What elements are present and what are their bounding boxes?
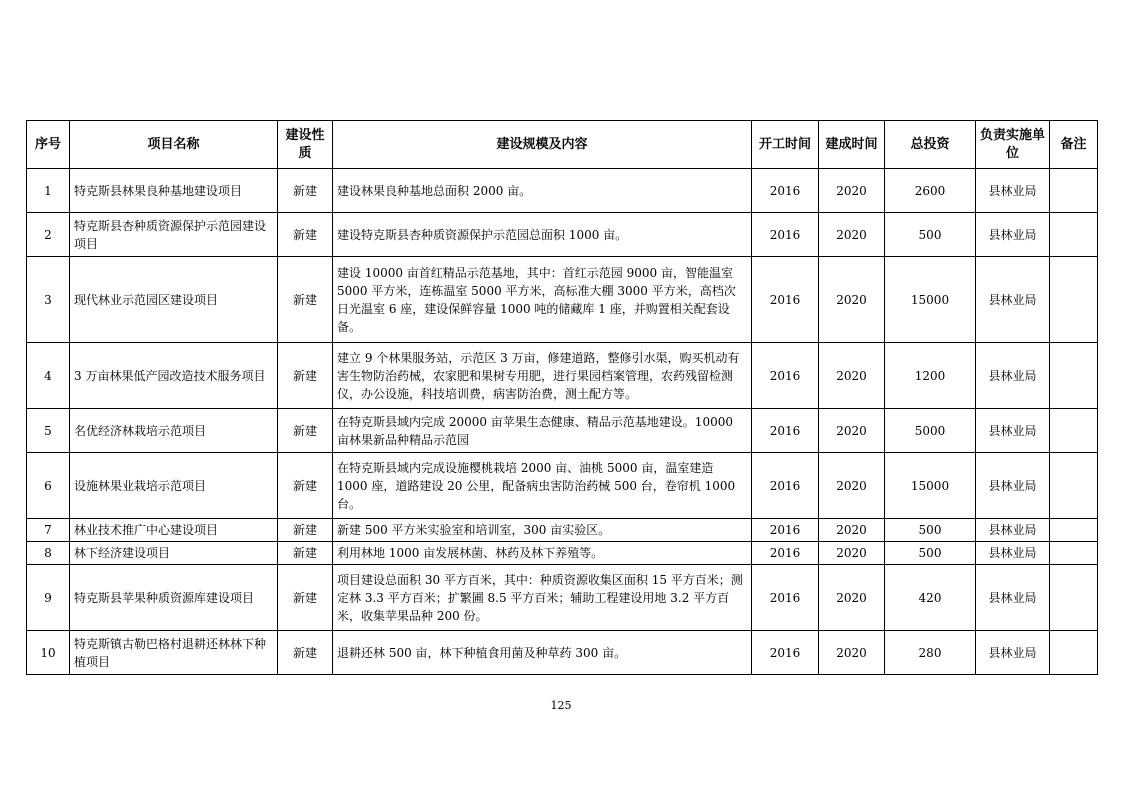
- table-row: [27, 213, 1098, 257]
- cell-seq: 4: [27, 343, 70, 409]
- cell-content: 在特克斯县域内完成设施樱桃栽培 2000 亩、油桃 5000 亩，温室建造 1000 座，道路建设 20 公里，配备病虫害防治药械 500 台，卷帘机 1000 台。: [333, 453, 752, 519]
- cell-nature: 新建: [278, 169, 333, 213]
- cell-name: 特克斯县苹果种质资源库建设项目: [70, 565, 278, 631]
- cell-name: 设施林果业栽培示范项目: [70, 453, 278, 519]
- cell-investment: 5000: [885, 409, 976, 453]
- cell-finish: 2020: [819, 343, 885, 409]
- cell-name: 名优经济林栽培示范项目: [70, 409, 278, 453]
- header-start: 开工时间: [752, 121, 819, 169]
- table-row: [27, 257, 1098, 343]
- cell-note: [1050, 542, 1098, 565]
- table-row: [27, 343, 1098, 409]
- cell-finish: 2020: [819, 213, 885, 257]
- table-row: [27, 169, 1098, 213]
- cell-nature: 新建: [278, 409, 333, 453]
- cell-name: 特克斯县杏种质资源保护示范园建设项目: [70, 213, 278, 257]
- cell-investment: 1200: [885, 343, 976, 409]
- header-unit: 负责实施单位: [976, 121, 1050, 169]
- cell-investment: 500: [885, 519, 976, 542]
- cell-investment: 15000: [885, 453, 976, 519]
- cell-name: 现代林业示范园区建设项目: [70, 257, 278, 343]
- cell-start: 2016: [752, 631, 819, 675]
- cell-nature: 新建: [278, 343, 333, 409]
- cell-nature: 新建: [278, 565, 333, 631]
- cell-content: 在特克斯县域内完成 20000 亩苹果生态健康、精品示范基地建设。10000 亩林果新品种精品示范园: [333, 409, 752, 453]
- cell-unit: 县林业局: [976, 519, 1050, 542]
- cell-seq: 10: [27, 631, 70, 675]
- cell-investment: 15000: [885, 257, 976, 343]
- table-header-row: [27, 121, 1098, 169]
- cell-name: 3 万亩林果低产园改造技术服务项目: [70, 343, 278, 409]
- cell-content: 利用林地 1000 亩发展林菌、林药及林下养殖等。: [333, 542, 752, 565]
- cell-nature: 新建: [278, 257, 333, 343]
- cell-content: 项目建设总面积 30 平方百米，其中：种质资源收集区面积 15 平方百米；测定林 3.3 平方百米；扩繁圃 8.5 平方百米；辅助工程建设用地 3.2 平方百米，收集苹果品种 200 份。: [333, 565, 752, 631]
- table-row: [27, 453, 1098, 519]
- header-seq: 序号: [27, 121, 70, 169]
- cell-investment: 500: [885, 213, 976, 257]
- cell-name: 特克斯镇古勒巴格村退耕还林林下种植项目: [70, 631, 278, 675]
- cell-unit: 县林业局: [976, 565, 1050, 631]
- cell-nature: 新建: [278, 542, 333, 565]
- cell-investment: 500: [885, 542, 976, 565]
- cell-start: 2016: [752, 213, 819, 257]
- header-finish: 建成时间: [819, 121, 885, 169]
- cell-start: 2016: [752, 257, 819, 343]
- cell-start: 2016: [752, 542, 819, 565]
- cell-finish: 2020: [819, 542, 885, 565]
- cell-unit: 县林业局: [976, 409, 1050, 453]
- cell-unit: 县林业局: [976, 542, 1050, 565]
- cell-note: [1050, 631, 1098, 675]
- cell-finish: 2020: [819, 519, 885, 542]
- cell-seq: 3: [27, 257, 70, 343]
- cell-seq: 1: [27, 169, 70, 213]
- cell-name: 特克斯县林果良种基地建设项目: [70, 169, 278, 213]
- cell-unit: 县林业局: [976, 257, 1050, 343]
- cell-start: 2016: [752, 409, 819, 453]
- cell-note: [1050, 257, 1098, 343]
- cell-name: 林下经济建设项目: [70, 542, 278, 565]
- cell-content: 建设特克斯县杏种质资源保护示范园总面积 1000 亩。: [333, 213, 752, 257]
- cell-content: 建设林果良种基地总面积 2000 亩。: [333, 169, 752, 213]
- cell-name: 林业技术推广中心建设项目: [70, 519, 278, 542]
- cell-content: 建设 10000 亩首红精品示范基地，其中：首红示范园 9000 亩，智能温室 5000 平方米，连栋温室 5000 平方米，高标准大棚 3000 平方米，高档次日光温室 6 座，建设保鲜容量 1000 吨的储藏库 1 座，并购置相关配套设备。: [333, 257, 752, 343]
- cell-content: 新建 500 平方米实验室和培训室，300 亩实验区。: [333, 519, 752, 542]
- cell-note: [1050, 409, 1098, 453]
- table-row: [27, 631, 1098, 675]
- cell-investment: 420: [885, 565, 976, 631]
- cell-note: [1050, 169, 1098, 213]
- header-nature: 建设性质: [278, 121, 333, 169]
- table-row: [27, 519, 1098, 542]
- cell-unit: 县林业局: [976, 343, 1050, 409]
- cell-unit: 县林业局: [976, 631, 1050, 675]
- table-row: [27, 409, 1098, 453]
- cell-start: 2016: [752, 343, 819, 409]
- cell-unit: 县林业局: [976, 213, 1050, 257]
- cell-seq: 9: [27, 565, 70, 631]
- cell-note: [1050, 453, 1098, 519]
- cell-note: [1050, 213, 1098, 257]
- header-note: 备注: [1050, 121, 1098, 169]
- cell-nature: 新建: [278, 213, 333, 257]
- table-row: [27, 565, 1098, 631]
- header-name: 项目名称: [70, 121, 278, 169]
- cell-start: 2016: [752, 519, 819, 542]
- cell-content: 退耕还林 500 亩，林下种植食用菌及种草药 300 亩。: [333, 631, 752, 675]
- page-number: 125: [550, 699, 572, 712]
- cell-finish: 2020: [819, 257, 885, 343]
- cell-finish: 2020: [819, 453, 885, 519]
- cell-nature: 新建: [278, 519, 333, 542]
- cell-seq: 7: [27, 519, 70, 542]
- cell-note: [1050, 565, 1098, 631]
- cell-seq: 5: [27, 409, 70, 453]
- cell-unit: 县林业局: [976, 169, 1050, 213]
- cell-finish: 2020: [819, 565, 885, 631]
- cell-unit: 县林业局: [976, 453, 1050, 519]
- table-row: [27, 542, 1098, 565]
- cell-start: 2016: [752, 565, 819, 631]
- cell-note: [1050, 519, 1098, 542]
- cell-seq: 8: [27, 542, 70, 565]
- header-content: 建设规模及内容: [333, 121, 752, 169]
- cell-investment: 2600: [885, 169, 976, 213]
- cell-nature: 新建: [278, 631, 333, 675]
- cell-seq: 2: [27, 213, 70, 257]
- cell-investment: 280: [885, 631, 976, 675]
- cell-note: [1050, 343, 1098, 409]
- header-investment: 总投资: [885, 121, 976, 169]
- cell-finish: 2020: [819, 169, 885, 213]
- cell-finish: 2020: [819, 631, 885, 675]
- cell-start: 2016: [752, 453, 819, 519]
- cell-nature: 新建: [278, 453, 333, 519]
- cell-start: 2016: [752, 169, 819, 213]
- cell-content: 建立 9 个林果服务站，示范区 3 万亩，修建道路，整修引水渠，购买机动有害生物防治药械，农家肥和果树专用肥，进行果园档案管理，农药残留检测仪，办公设施，科技培训费，病害防治费，测土配方等。: [333, 343, 752, 409]
- cell-finish: 2020: [819, 409, 885, 453]
- cell-seq: 6: [27, 453, 70, 519]
- project-table: [26, 120, 1098, 675]
